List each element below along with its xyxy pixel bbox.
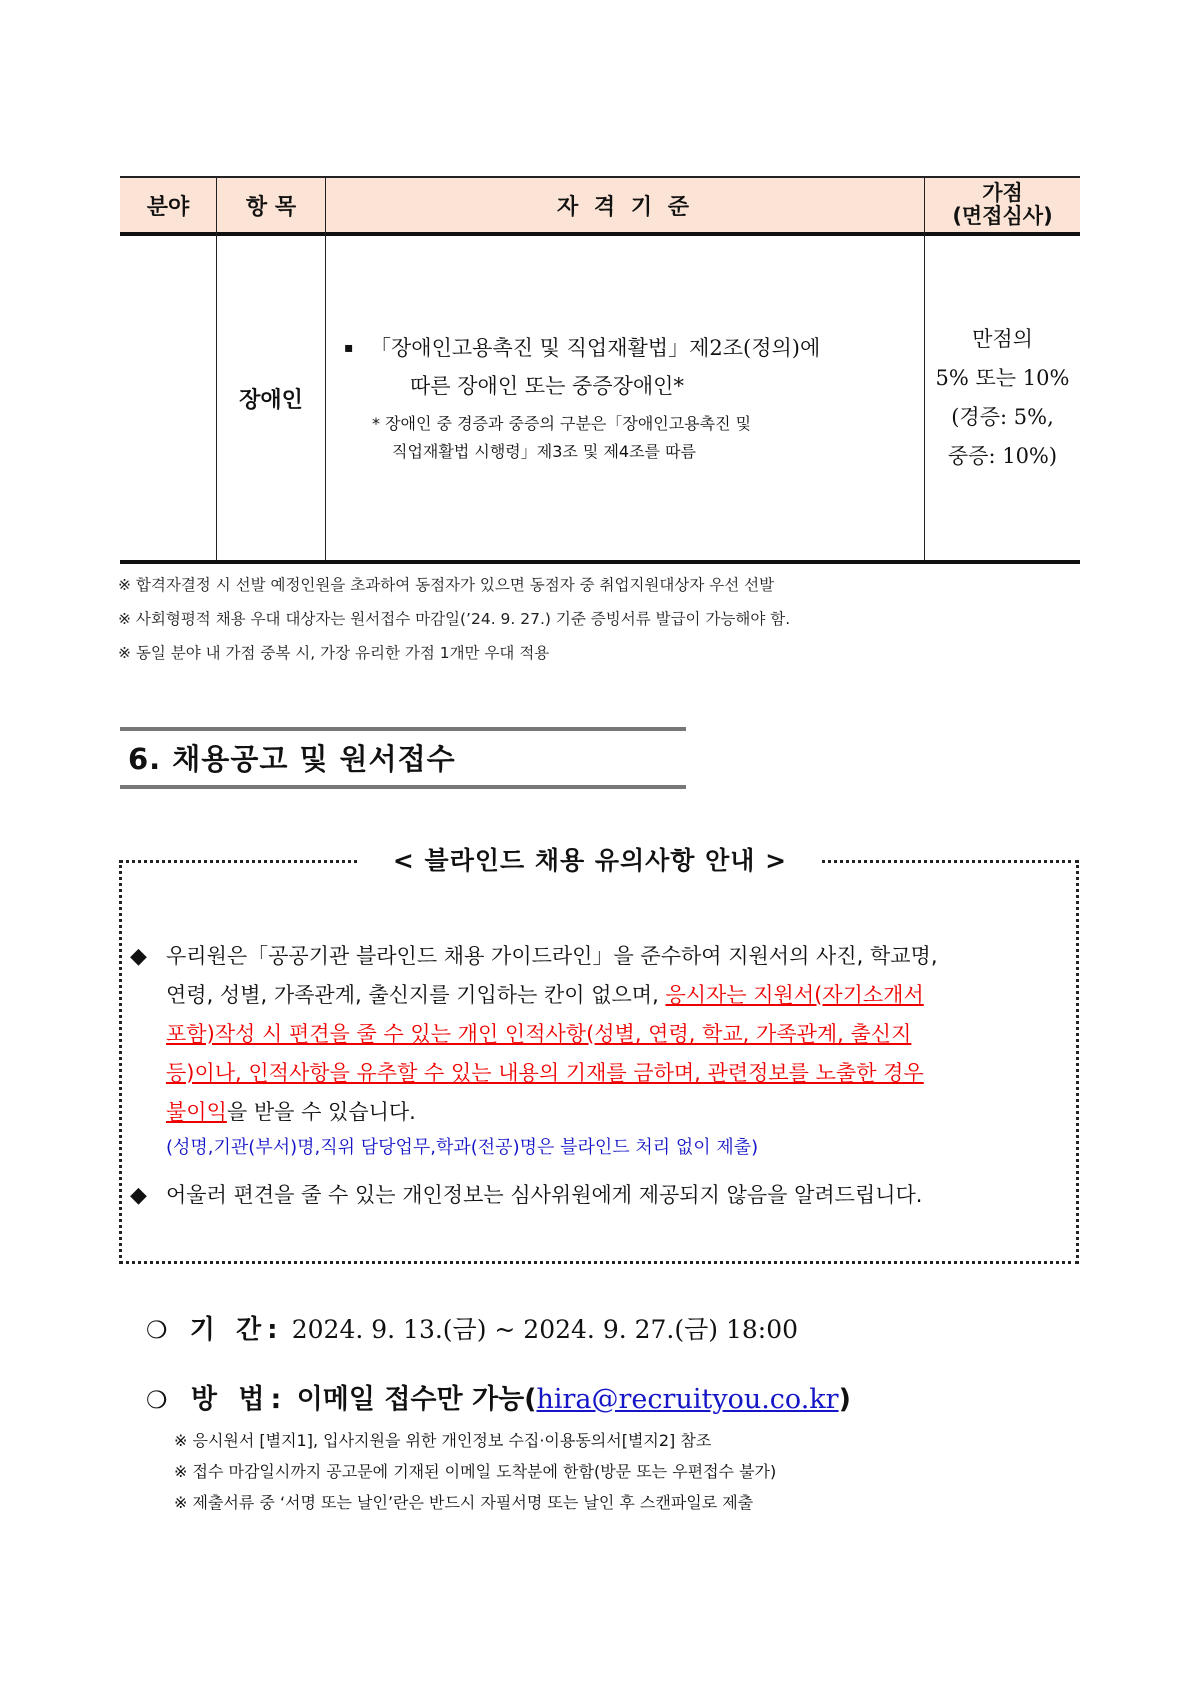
note-line: ※ 합격자결정 시 선발 예정인원을 초과하여 동점자가 있으면 동점자 중 취업지원대상자 우선 선발 (118, 576, 775, 594)
table-header-row (120, 178, 1080, 236)
notice-p1-line2 (166, 976, 924, 1015)
bonus-line: 5% 또는 10% (935, 366, 1070, 390)
submission-notes (174, 1425, 776, 1518)
header-criteria: 자 격 기 준 (557, 194, 693, 220)
ref-line: ※ 제출서류 중 ‘서명 또는 날인’란은 반드시 자필서명 또는 날인 후 스캔파일로 제출 (174, 1493, 754, 1512)
table-notes (118, 568, 790, 670)
ref-line: ※ 접수 마감일시까지 공고문에 기재된 이메일 도착분에 한함(방문 또는 우편접수 불가) (174, 1462, 777, 1481)
period-label: 기 간: (189, 1315, 284, 1345)
notice-p1-line5-plain: 을 받을 수 있습니다. (226, 1100, 416, 1124)
header-bonus (925, 178, 1080, 232)
notice-p1-line5-red: 불이익 (166, 1100, 227, 1124)
criteria-footnote (372, 410, 751, 466)
cell-bonus (925, 236, 1080, 560)
method-label: 방 법: (190, 1384, 288, 1415)
cell-item: 장애인 (239, 387, 303, 413)
cell-field (120, 236, 216, 560)
note-line: ※ 사회형평적 채용 우대 대상자는 원서접수 마감일(’24. 9. 27.) 기준 증빙서류 발급이 가능해야 함. (118, 610, 791, 628)
criteria-main (344, 329, 820, 405)
header-item: 항 목 (245, 194, 297, 220)
note-line: ※ 동일 분야 내 가점 중복 시, 가장 유리한 가점 1개만 우대 적용 (118, 644, 550, 662)
method-close: ) (838, 1384, 851, 1415)
header-field: 분야 (146, 194, 190, 220)
notice-title: < 블라인드 채용 유의사항 안내 > (359, 834, 821, 884)
notice-p1-line3-red: 포함)작성 시 편견을 줄 수 있는 개인 인적사항(성별, 연령, 학교, 가족관계, 출신지 (166, 1022, 912, 1046)
criteria-line-2: 따른 장애인 또는 중증장애인* (410, 374, 684, 398)
notice-p1-line4 (166, 1054, 924, 1093)
notice-p1-line4-red: 등)이나, 인적사항을 유추할 수 있는 내용의 기재를 금하며, 관련정보를 노출한 경우 (166, 1061, 924, 1085)
diamond-bullet-icon: ◆ (130, 944, 147, 969)
criteria-line-1: 「장애인고용촉진 및 직업재활법」제2조(정의)에 (370, 336, 821, 360)
notice-p1-line3 (166, 1015, 911, 1054)
bonus-line: 중증: 10%) (947, 444, 1058, 468)
qualification-table (120, 176, 1080, 564)
ref-line: ※ 응시원서 [별지1], 입사지원을 위한 개인정보 수집·이용동의서[별지2] 참조 (174, 1431, 712, 1450)
application-period (146, 1309, 798, 1346)
section-title: 6. 채용공고 및 원서접수 (128, 742, 456, 776)
diamond-bullet-icon: ◆ (130, 1183, 147, 1208)
notice-p2: 어울러 편견을 줄 수 있는 개인정보는 심사위원에게 제공되지 않음을 알려드립니다. (166, 1183, 923, 1207)
period-value: 2024. 9. 13.(금) ~ 2024. 9. 27.(금) 18:00 (291, 1315, 799, 1344)
cell-criteria (326, 236, 924, 560)
square-bullet-icon: ▪ (344, 340, 354, 356)
criteria-note-line-1: * 장애인 중 경증과 중증의 구분은「장애인고용촉진 및 (372, 414, 752, 433)
header-bonus-line2: (면접심사) (952, 204, 1053, 228)
circle-bullet-icon: ❍ (146, 1386, 168, 1414)
circle-bullet-icon: ❍ (146, 1316, 168, 1344)
notice-paragraph-2 (130, 1176, 922, 1215)
application-method (146, 1377, 851, 1416)
notice-p1-line2-red: 응시자는 지원서(자기소개서 (665, 983, 924, 1007)
section-rule-top (120, 727, 686, 731)
criteria-note-line-2: 직업재활법 시행령」제3조 및 제4조를 따름 (392, 442, 696, 461)
notice-p1-line5 (166, 1093, 416, 1132)
method-text: 이메일 접수만 가능( (296, 1384, 537, 1415)
notice-p1-line1: 우리원은「공공기관 블라인드 채용 가이드라인」을 준수하여 지원서의 사진, 학교명, (166, 944, 938, 968)
notice-blue-note: (성명,기관(부서)명,직위 담당업무,학과(전공)명은 블라인드 처리 없이 제출) (166, 1137, 759, 1158)
email-link[interactable]: hira@recruityou.co.kr (536, 1384, 839, 1415)
notice-paragraph-1 (130, 937, 938, 976)
header-bonus-line1: 가점 (982, 181, 1023, 205)
bonus-line: 만점의 (972, 327, 1033, 351)
bonus-line: (경증: 5%, (951, 405, 1054, 429)
section-rule-bottom (120, 785, 686, 789)
notice-p1-line2-plain: 연령, 성별, 가족관계, 출신지를 기입하는 칸이 없으며, (166, 983, 666, 1007)
